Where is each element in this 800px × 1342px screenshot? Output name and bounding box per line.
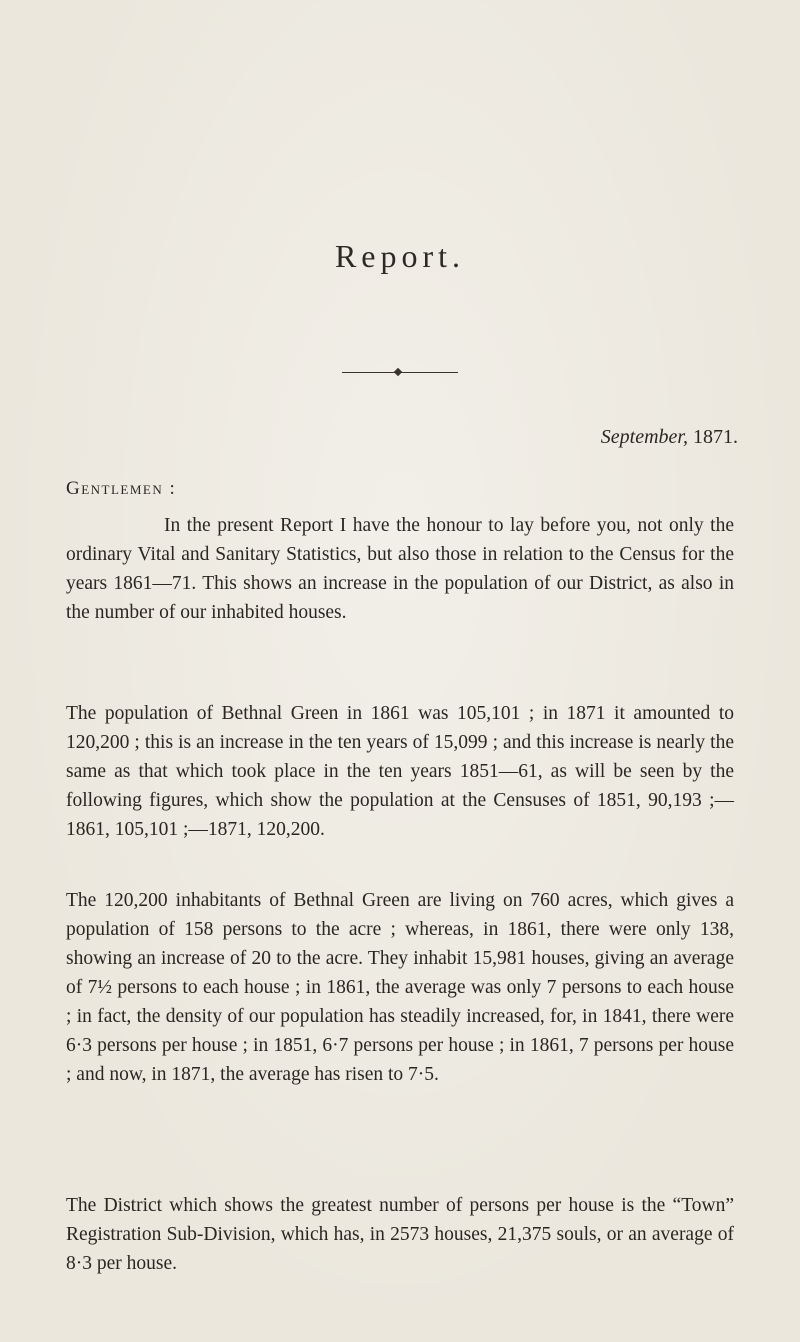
diamond-ornament-icon bbox=[394, 368, 402, 376]
paragraph-population: The population of Bethnal Green in 1861 was 105,101 ; in 1871 it amounted to 120,200 ; this is an increase in the ten years of 15,099 ; and this increase is nearly the same as that which took place in the ten years 1851—61, as will be seen by the following figures, which show the population at the Censuses of 1851, 90,193 ;—1861, 105,101 ;—1871, 120,200. bbox=[66, 703, 734, 840]
report-title: Report. bbox=[334, 238, 466, 274]
paragraph-density: The 120,200 inhabitants of Bethnal Green are living on 760 acres, which gives a population of 158 persons to the acre ; whereas, in 1861, there were only 138, showing an increase of 20 to the acre. They inhabit 15,981 houses, giving an average of 7½ persons to each house ; in 1861, the average was only 7 persons to each house ; in fact, the density of our population has steadily increased, for, in 1841, there were 6·3 persons per house ; in 1851, 6·7 persons per house ; in 1861, 7 persons per house ; and now, in 1871, the average has risen to 7·5. bbox=[66, 890, 734, 1085]
paragraph-introduction: In the present Report I have the honour to lay before you, not only the ordinary Vital and Sanitary Statistics, but also those in relation to the Census for the years 1861—71. This shows an increase in the population of our District, as also in the number of our inhabited houses. bbox=[66, 515, 734, 623]
dateline-year: 1871. bbox=[693, 426, 738, 448]
salutation: Gentlemen : bbox=[66, 478, 177, 499]
dateline bbox=[601, 426, 738, 449]
ornamental-rule bbox=[342, 368, 458, 378]
dateline-month: September, bbox=[600, 426, 688, 448]
paragraph-town-district: The District which shows the greatest number of persons per house is the “Town” Registration Sub-Division, which has, in 2573 houses, 21,375 souls, or an average of 8·3 per house. bbox=[66, 1195, 734, 1274]
